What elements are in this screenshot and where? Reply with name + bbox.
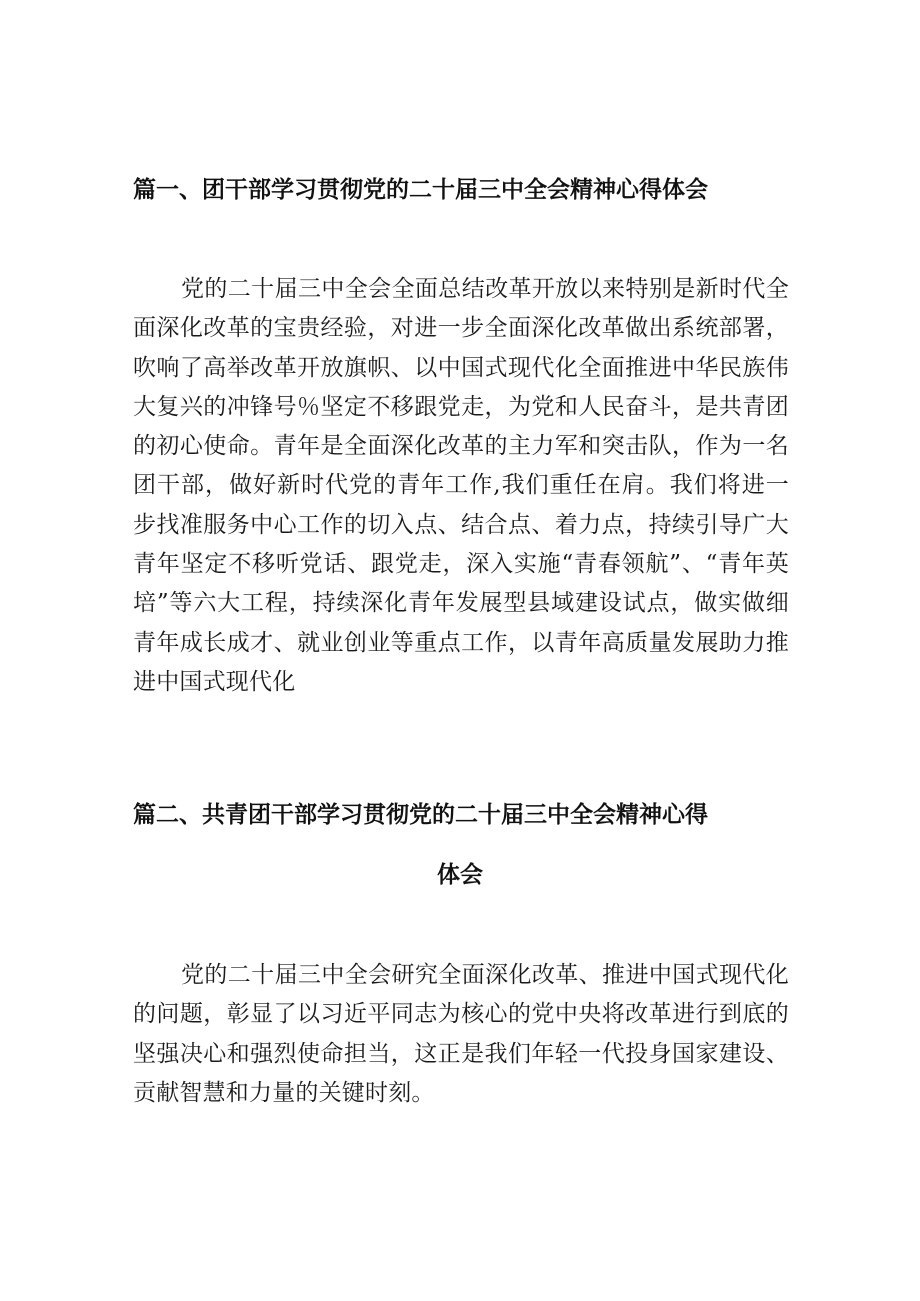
section-2-paragraph: 党的二十届三中全会研究全面深化改革、推进中国式现代化的问题，彰显了以习近平同志为核心的党中央将改革进行到底的坚强决心和强烈使命担当，这正是我们年轻一代投身国家建设、贡献智慧和力量的关键时刻。: [133, 962, 789, 1106]
section-2-title: 篇二、共青团干部学习贯彻党的二十届三中全会精神心得: [133, 802, 708, 828]
section-1-paragraph: 党的二十届三中全会全面总结改革开放以来特别是新时代全面深化改革的宝贵经验，对进一步全面深化改革做出系统部署，吹响了高举改革开放旗帜、以中国式现代化全面推进中华民族伟大复兴的冲锋号％坚定不移跟党走，为党和人民奋斗，是共青团的初心使命。青年是全面深化改革的主力军和突击队，作为一名团干部，做好新时代党的青年工作,我们重任在肩。我们将进一步找准服务中心工作的切入点、结合点、着力点，持续引导广大青年坚定不移听党话、跟党走，深入实施“青春领航”、“青年英培”等六大工程，持续深化青年发展型县域建设试点，做实做细青年成长成才、就业创业等重点工作，以青年高质量发展助力推进中国式现代化: [133, 276, 789, 695]
section-2-title-continuation: 体会: [437, 862, 483, 888]
section-1-title: 篇一、团干部学习贯彻党的二十届三中全会精神心得体会: [133, 177, 708, 203]
